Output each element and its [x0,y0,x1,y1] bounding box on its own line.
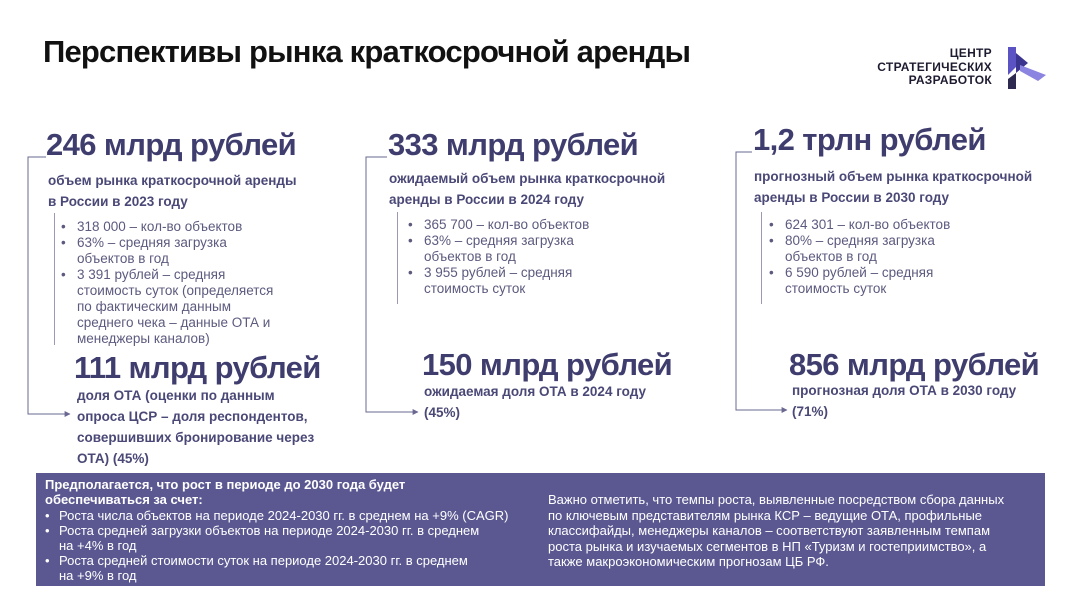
list-item: • 318 000 – кол-во объектов [61,219,331,235]
list-item: • 365 700 – кол-во объектов [408,217,668,233]
ota-2030-description [792,380,1072,422]
market-2030-details [769,217,1029,297]
market-2030-subtitle [754,166,1074,208]
subtitle-line: ожидаемый объем рынка краткосрочной [389,171,666,186]
page-title: Перспективы рынка краткосрочной аренды [43,34,691,69]
market-2023-subtitle [48,170,348,212]
market-2023-details [61,219,331,347]
divider-line [761,212,762,304]
ota-2030-headline: 856 млрд рублей [789,347,1040,382]
ota-line: прогнозная доля ОТА в 2030 году [792,383,1017,398]
list-item: • Роста средней загрузки объектов на периоде 2024-2030 гг. в среднем на +4% в год [45,523,535,553]
subtitle-line: прогнозный объем рынка краткосрочной [754,169,1033,184]
subtitle-line: аренды в России в 2030 году [754,190,950,205]
ota-line: (71%) [792,404,829,419]
list-item: • 3 955 рублей – средняя стоимость суток [408,265,668,297]
subtitle-line: аренды в России в 2024 году [389,192,585,207]
heading-line: Предполагается, что рост в периоде до 2030 года будет [45,477,406,492]
market-2024-details [408,217,668,297]
list-item: • Роста средней стоимости суток на периоде 2024-2030 гг. в среднем на +9% в год [45,553,535,583]
ota-2024-headline: 150 млрд рублей [422,347,673,382]
list-item: • 80% – средняя загрузка объектов в год [769,233,1029,265]
ota-line: ожидаемая доля ОТА в 2024 году [424,384,646,399]
list-item: • 624 301 – кол-во объектов [769,217,1029,233]
list-item: • 63% – средняя загрузка объектов в год [61,235,331,267]
logo-line: РАЗРАБОТОК [908,73,992,87]
list-item: • 6 590 рублей – средняя стоимость суток [769,265,1029,297]
note-line: роста рынка и изучаемых сегментов в НП «Туризм и гостеприимство», а [548,538,987,554]
divider-line [54,213,55,345]
list-item: • 63% – средняя загрузка объектов в год [408,233,668,265]
ota-line: доля ОТА (оценки по данным [77,388,275,403]
logo-line: СТРАТЕГИЧЕСКИХ [877,59,992,74]
ota-line: (45%) [424,405,461,420]
market-2023-headline: 246 млрд рублей [46,127,297,162]
ota-line: ОТА) (45%) [77,451,149,466]
list-item: • Роста числа объектов на периоде 2024-2030 гг. в среднем на +9% (CAGR) [45,508,535,523]
subtitle-line: в России в 2023 году [48,194,188,209]
panel-note [548,492,1038,570]
subtitle-line: объем рынка краткосрочной аренды [48,173,297,188]
ota-2024-description [424,381,714,423]
ota-2023-headline: 111 млрд рублей [74,350,321,385]
ota-line: совершивших бронирование через [77,430,315,445]
panel-heading [45,477,515,507]
divider-line [397,212,398,304]
market-2030-headline: 1,2 трлн рублей [753,122,986,157]
note-line: также макроэкономическим прогнозам ЦБ РФ. [548,554,829,569]
note-line: по ключевым представителям рынка КСР – ведущие ОТА, профильные [548,507,983,523]
list-item: • 3 391 рублей – средняя стоимость суток (определяется по фактическим данным среднего чека – данные ОТА и менеджеры каналов) [61,267,331,347]
market-2024-subtitle [389,168,709,210]
ota-2023-description [77,385,367,469]
ota-line: опроса ЦСР – доля респондентов, [77,409,308,424]
note-line: Важно отметить, что темпы роста, выявленные посредством сбора данных [548,492,1005,507]
note-line: классифайды, менеджеры каналов – соответствуют заявленным темпам [548,523,991,538]
growth-drivers-list [45,508,535,583]
logo-line: ЦЕНТР [949,46,992,60]
growth-assumptions-panel [36,473,1045,586]
market-2024-headline: 333 млрд рублей [388,127,639,162]
heading-line: обеспечиваться за счет: [45,492,203,507]
